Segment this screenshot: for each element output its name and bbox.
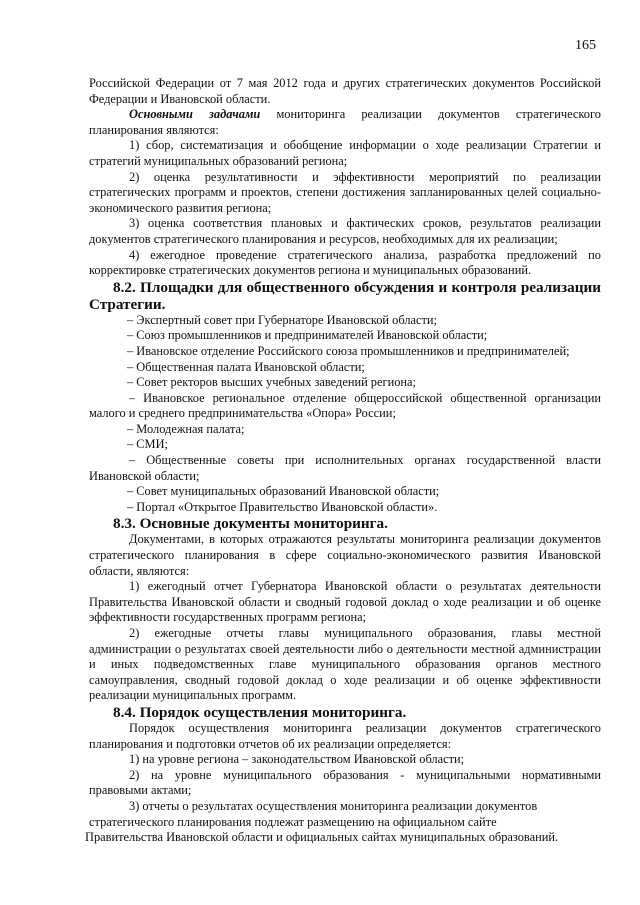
document-body [85,76,602,846]
platform-item: – Портал «Открытое Правительство Ивановской области». [89,500,601,516]
platform-item-text: Общественные советы при исполнительных органах государственной власти Ивановской области; [89,453,602,483]
platform-item: – Совет ректоров высших учебных заведений региона; [89,375,601,391]
document-item: 2) ежегодные отчеты главы муниципального образования, главы местной администрации о результатах своей деятельности либо о деятельности местной администрации и иных подведомственных главе муниципального образования органов местного самоуправления, сводный годовой доклад о ходе реализации и об оценке эффективности реализации муниципальных программ. [89,626,601,703]
document-item: 1) ежегодный отчет Губернатора Ивановской области о результатах деятельности Правительства Ивановской области и сводный годовой доклад о ходе реализации и об оценке эффективности государственных программ региона; [89,579,601,625]
page-number: 165 [575,38,596,53]
tasks-lead-emphasis: Основными задачами [129,107,261,122]
platform-item: – Ивановское отделение Российского союза промышленников и предпринимателей; [89,344,601,360]
platform-item [89,453,601,484]
section-8-3-heading: 8.3. Основные документы мониторинга. [113,515,388,533]
platform-item [89,391,601,422]
dash-glyph: – [129,453,147,468]
platform-item: – СМИ; [89,437,601,453]
section-8-3-lead: Документами, в которых отражаются результаты мониторинга реализации документов стратегического планирования в сфере социально-экономического развития Ивановской области, являются: [89,532,601,578]
procedure-item: 2) на уровне муниципального образования - муниципальными нормативными правовыми актами; [89,767,601,798]
procedure-item-line: Правительства Ивановской области и официальных сайтах муниципальных образований. [85,830,559,845]
tasks-lead-text: мониторинга реализации документов стратегического планирования являются: [89,107,601,137]
tasks-lead [89,107,601,138]
section-8-2-heading: 8.2. Площадки для общественного обсуждения и контроля реализации Стратегии. [89,278,601,313]
dash-glyph: – [129,390,144,405]
task-item: 3) оценка соответствия плановых и фактических сроков, результатов реализации документов стратегического планирования и ресурсов, необходимых для их реализации; [89,216,601,246]
platform-item: – Союз промышленников и предпринимателей Ивановской области; [89,328,601,344]
procedure-item-line: 3) отчеты о результатах осуществления мониторинга реализации документов [129,798,538,813]
task-item: 1) сбор, систематизация и обобщение информации о ходе реализации Стратегии и стратегий муниципальных образований региона; [89,138,601,168]
procedure-item: 1) на уровне региона – законодательством Ивановской области; [129,752,465,767]
platform-item: – Общественная палата Ивановской области; [89,360,601,376]
procedure-item-line: стратегического планирования подлежат размещению на официальном сайте [89,814,497,829]
platform-item-text: Ивановское региональное отделение общероссийской общественной организации малого и среднего предпринимательства «Опора» России; [89,390,602,421]
intro-paragraph: Российской Федерации от 7 мая 2012 года и других стратегических документов Российской Федерации и Ивановской области. [89,76,601,106]
platform-item: – Совет муниципальных образований Ивановской области; [89,484,601,500]
task-item: 4) ежегодное проведение стратегического анализа, разработка предложений по корректировке стратегических документов региона и муниципальных образований. [89,247,601,278]
section-8-4-heading: 8.4. Порядок осуществления мониторинга. [113,703,407,721]
task-item: 2) оценка результативности и эффективности мероприятий по реализации стратегических программ и проектов, степени достижения запланированных целей социально-экономического развития региона; [89,169,601,215]
platform-item: – Молодежная палата; [89,422,601,438]
section-8-4-lead: Порядок осуществления мониторинга реализации документов стратегического планирования и подготовки отчетов об их реализации определяется: [89,720,601,751]
platform-item: – Экспертный совет при Губернаторе Ивановской области; [89,313,601,329]
